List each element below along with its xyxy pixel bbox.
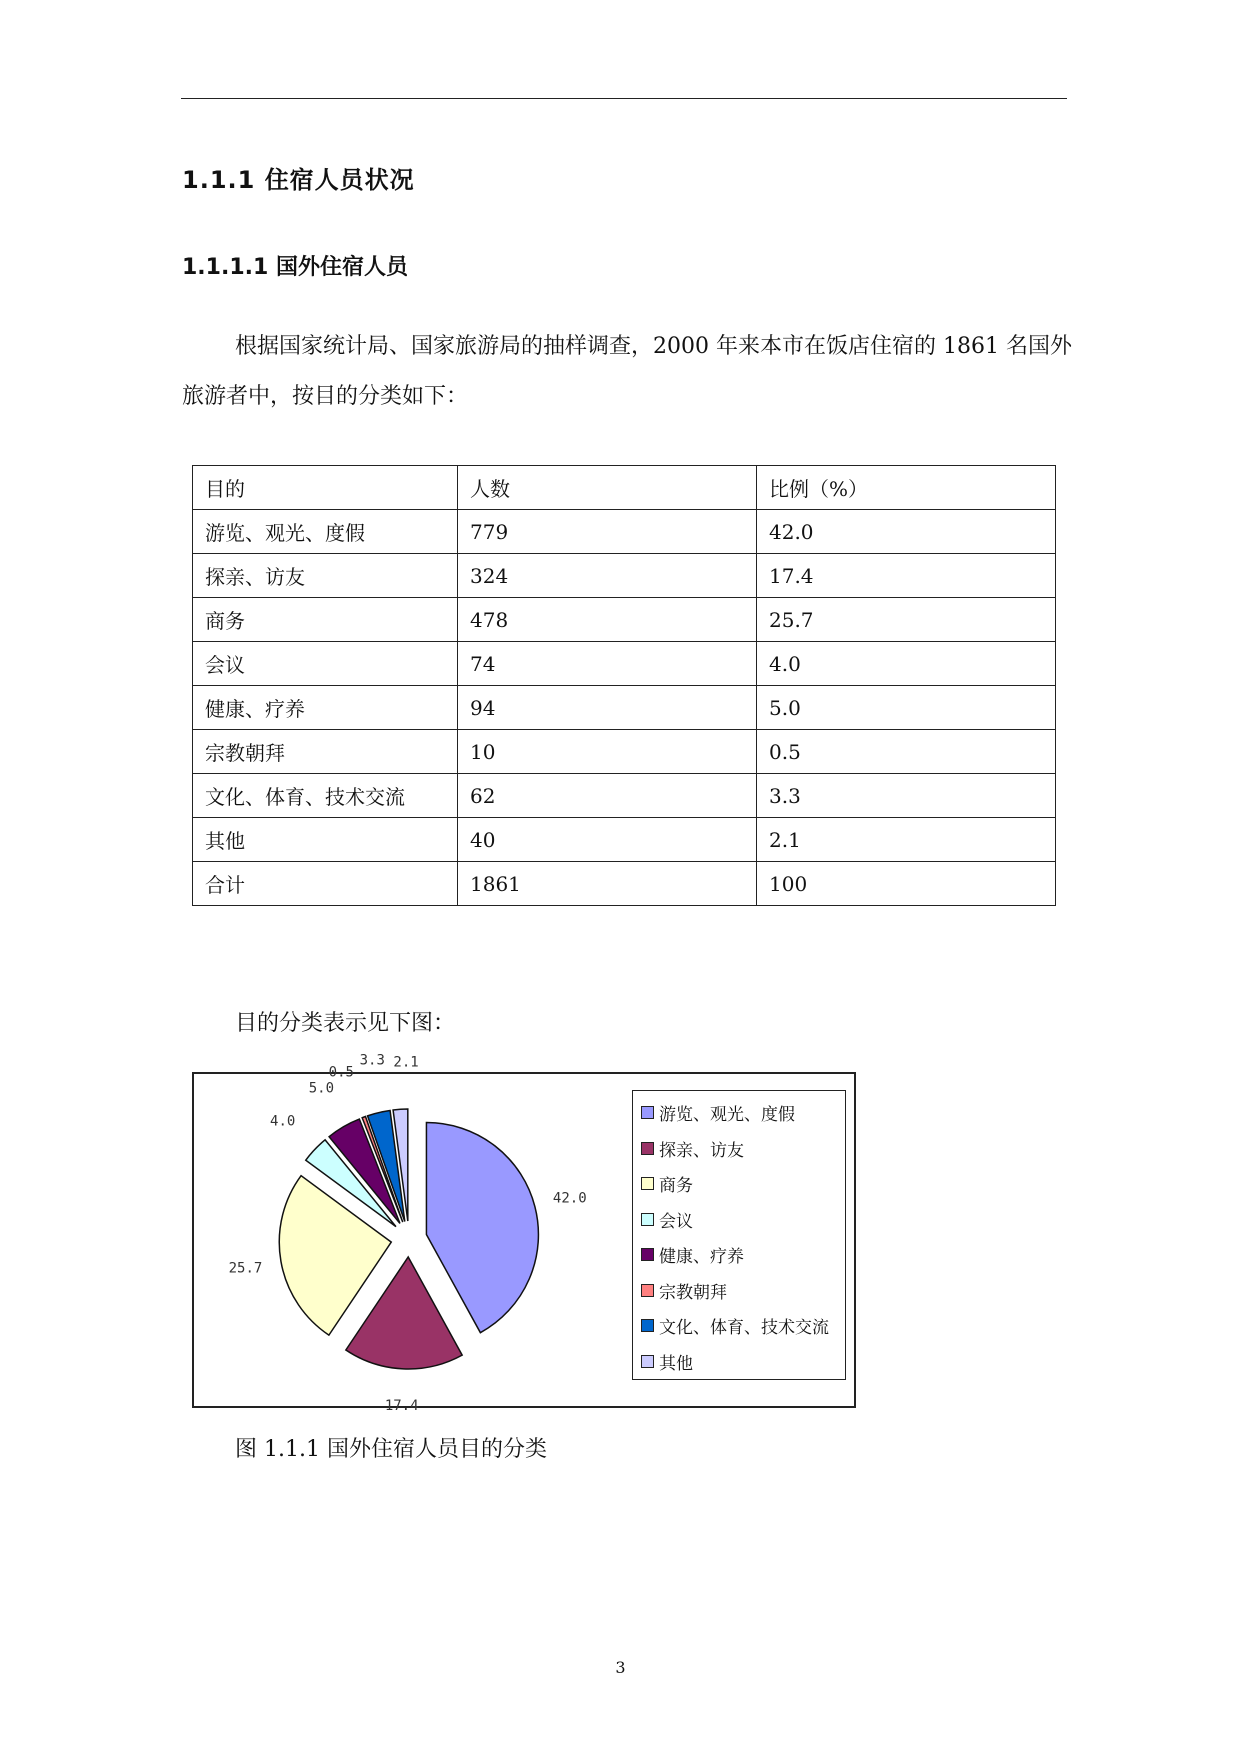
legend-label: 探亲、访友 (659, 1140, 744, 1161)
table-row (193, 686, 1056, 730)
table-header-cell: 目的 (193, 466, 458, 510)
table-row (193, 642, 1056, 686)
table-cell: 其他 (193, 818, 458, 862)
section-heading: 1.1.1 住宿人员状况 (182, 166, 415, 194)
intro-paragraph: 根据国家统计局、国家旅游局的抽样调查，2000 年来本市在饭店住宿的 1861 名国外旅游者中，按目的分类如下： (182, 334, 1072, 409)
table-cell: 42.0 (757, 510, 1056, 554)
table-cell: 文化、体育、技术交流 (193, 774, 458, 818)
legend-item (641, 1273, 845, 1309)
legend-swatch (641, 1248, 654, 1261)
legend-item (641, 1344, 845, 1380)
table-row (193, 510, 1056, 554)
table-cell: 25.7 (757, 598, 1056, 642)
table-cell: 2.1 (757, 818, 1056, 862)
slice-value-label: 3.3 (359, 1052, 385, 1069)
table-cell: 健康、疗养 (193, 686, 458, 730)
table-cell: 779 (458, 510, 757, 554)
table-row (193, 554, 1056, 598)
subsection-heading: 1.1.1.1 国外住宿人员 (182, 255, 408, 280)
table-cell: 0.5 (757, 730, 1056, 774)
figure-caption: 图 1.1.1 国外住宿人员目的分类 (235, 1437, 547, 1462)
legend-label: 宗教朝拜 (659, 1282, 727, 1303)
table-cell: 1861 (458, 862, 757, 906)
legend-item (641, 1166, 845, 1202)
table-cell: 62 (458, 774, 757, 818)
table-cell: 3.3 (757, 774, 1056, 818)
slice-value-label: 2.1 (393, 1054, 419, 1071)
table-row (193, 862, 1056, 906)
table-row (193, 774, 1056, 818)
table-cell: 324 (458, 554, 757, 598)
table-row (193, 598, 1056, 642)
slice-value-label: 17.4 (384, 1397, 419, 1414)
table-header-cell: 人数 (458, 466, 757, 510)
legend-label: 游览、观光、度假 (659, 1105, 795, 1126)
legend-swatch (641, 1177, 654, 1190)
table-cell: 合计 (193, 862, 458, 906)
pie-chart (192, 1052, 856, 1414)
legend-swatch (641, 1355, 654, 1368)
legend-swatch (641, 1213, 654, 1226)
legend-item (641, 1202, 845, 1238)
table-cell: 40 (458, 818, 757, 862)
purpose-table (192, 465, 1056, 906)
table-cell: 商务 (193, 598, 458, 642)
slice-value-label: 0.5 (328, 1064, 354, 1081)
table-cell: 94 (458, 686, 757, 730)
pie-chart-svg (194, 1052, 634, 1414)
table-header-cell: 比例（%） (757, 466, 1056, 510)
table-cell: 4.0 (757, 642, 1056, 686)
table-cell: 游览、观光、度假 (193, 510, 458, 554)
table-cell: 74 (458, 642, 757, 686)
chart-intro-text: 目的分类表示见下图： (235, 1011, 456, 1036)
legend-label: 其他 (659, 1353, 693, 1374)
legend-swatch (641, 1106, 654, 1119)
slice-value-label: 42.0 (552, 1190, 587, 1207)
legend-item (641, 1308, 845, 1344)
pie-slice (426, 1123, 538, 1333)
table-cell: 会议 (193, 642, 458, 686)
table-cell: 478 (458, 598, 757, 642)
legend-label: 文化、体育、技术交流 (659, 1318, 829, 1339)
page-number: 3 (615, 1658, 626, 1677)
table-cell: 5.0 (757, 686, 1056, 730)
legend-swatch (641, 1142, 654, 1155)
table-header-row (193, 466, 1056, 510)
legend-swatch (641, 1319, 654, 1332)
slice-value-label: 5.0 (308, 1080, 335, 1097)
legend-swatch (641, 1284, 654, 1297)
legend-label: 会议 (659, 1211, 693, 1232)
legend-item (641, 1237, 845, 1273)
table-cell: 10 (458, 730, 757, 774)
table-row (193, 818, 1056, 862)
legend-label: 商务 (659, 1176, 693, 1197)
table-cell: 17.4 (757, 554, 1056, 598)
legend-item (641, 1095, 845, 1131)
legend-label: 健康、疗养 (659, 1247, 744, 1268)
table-cell: 探亲、访友 (193, 554, 458, 598)
chart-legend (632, 1090, 846, 1380)
table-row (193, 730, 1056, 774)
slice-value-label: 4.0 (270, 1113, 296, 1130)
slice-value-label: 25.7 (228, 1260, 263, 1277)
table-cell: 100 (757, 862, 1056, 906)
table-cell: 宗教朝拜 (193, 730, 458, 774)
header-rule (181, 98, 1067, 99)
legend-item (641, 1131, 845, 1167)
